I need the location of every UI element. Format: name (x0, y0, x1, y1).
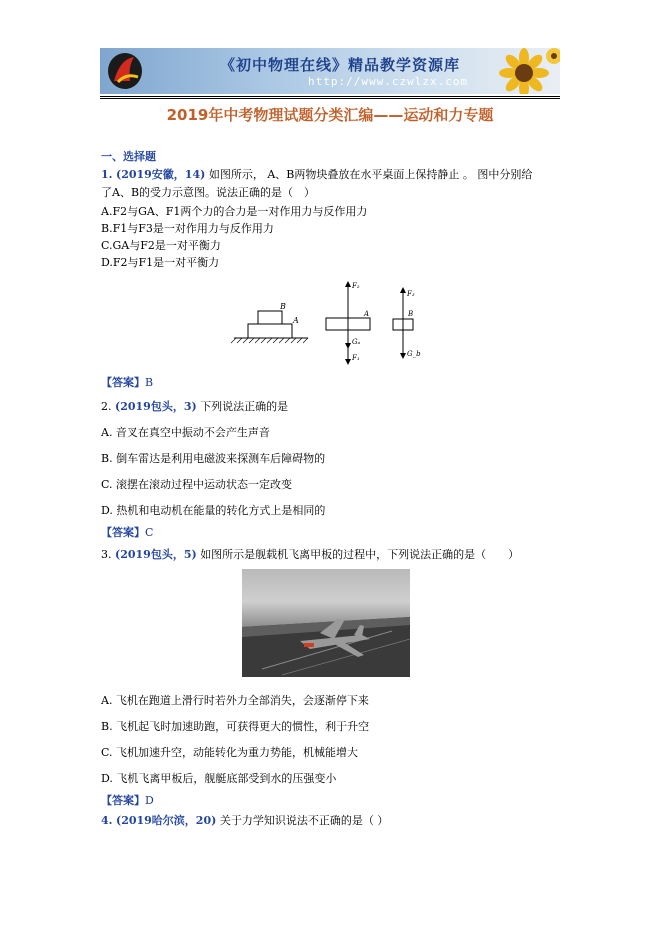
question-source: (2019包头，5) (115, 548, 197, 561)
ground-hatch (231, 338, 308, 343)
label-f1: F₁ (352, 354, 360, 362)
label-f3: F₃ (407, 290, 415, 298)
question-text: 如图所示是舰载机飞离甲板的过程中，下列说法正确的是（ ） (200, 548, 520, 561)
header-rule (100, 96, 560, 97)
label-ga: Gₐ (352, 338, 361, 346)
answer-label: 【答案】 (101, 526, 145, 539)
label-gb: G_b (407, 350, 421, 358)
page-title: 2019年中考物理试题分类汇编——运动和力专题 (166, 106, 494, 124)
option-c: C.GA与F2是一对平衡力 (101, 239, 221, 252)
label-a2: A (364, 310, 370, 318)
question-1-stem (101, 166, 532, 182)
question-source: (2019哈尔滨，20) (115, 814, 217, 827)
answer-3 (101, 792, 154, 808)
question-text: 关于力学知识说法不正确的是（ ） (219, 814, 389, 827)
answer-label: 【答案】 (101, 794, 145, 807)
banner-title: 《初中物理在线》精品教学资源库 (220, 56, 461, 74)
section-heading: 一、选择题 (101, 150, 156, 163)
block-b (258, 311, 282, 324)
answer-1 (101, 374, 153, 390)
label-a: A (293, 316, 299, 325)
question-1-stem-cont: 了A、B的受力示意图。说法正确的是（ ） (101, 186, 316, 199)
header-rule (100, 98, 560, 99)
question-source: (2019安徽，14) (115, 168, 206, 181)
force-diagram (230, 276, 430, 366)
option-a: A. 音叉在真空中振动不会产生声音 (101, 426, 270, 439)
question-source: (2019包头，3) (115, 400, 197, 413)
question-3-stem (101, 546, 519, 562)
banner-url[interactable]: http://www.czwlzx.com (308, 75, 469, 88)
label-f2: F₂ (352, 282, 360, 290)
answer-value: C (145, 526, 154, 539)
option-b: B.F1与F3是一对作用力与反作用力 (101, 222, 274, 235)
answer-2 (101, 524, 153, 540)
option-b: B. 飞机起飞时加速助跑，可获得更大的惯性，利于升空 (101, 720, 370, 733)
jet-on-deck-icon (242, 569, 410, 677)
logo-icon (106, 51, 144, 91)
question-2-stem (101, 398, 288, 414)
option-c: C. 飞机加速升空，动能转化为重力势能，机械能增大 (101, 746, 359, 759)
option-d: D. 热机和电动机在能量的转化方式上是相同的 (101, 504, 326, 517)
sunflower-icon (480, 48, 560, 94)
label-b: B (280, 302, 286, 311)
answer-value: B (145, 376, 154, 389)
answer-label: 【答案】 (101, 376, 145, 389)
question-number: 4. (101, 814, 113, 827)
header-banner (100, 48, 560, 94)
question-4-stem (101, 812, 388, 828)
question-text: 下列说法正确的是 (200, 400, 289, 413)
option-b: B. 倒车雷达是利用电磁波来探测车后障碍物的 (101, 452, 326, 465)
option-a: A. 飞机在跑道上滑行时若外力全部消失，会逐渐停下来 (101, 694, 369, 707)
question-number: 1. (101, 168, 113, 181)
option-a: A.F2与GA、F1两个力的合力是一对作用力与反作用力 (101, 205, 368, 218)
answer-value: D (145, 794, 154, 807)
question-number: 2. (101, 400, 112, 413)
label-b2: B (408, 310, 414, 318)
block-a (248, 324, 292, 338)
aircraft-carrier-photo (242, 569, 410, 677)
question-text: 如图所示， A、B两物块叠放在水平桌面上保持静止 。 图中分别给 (208, 168, 533, 181)
option-d: D.F2与F1是一对平衡力 (101, 256, 220, 269)
question-number: 3. (101, 548, 112, 561)
option-c: C. 滚摆在滚动过程中运动状态一定改变 (101, 478, 293, 491)
option-d: D. 飞机飞离甲板后，舰艇底部受到水的压强变小 (101, 772, 337, 785)
